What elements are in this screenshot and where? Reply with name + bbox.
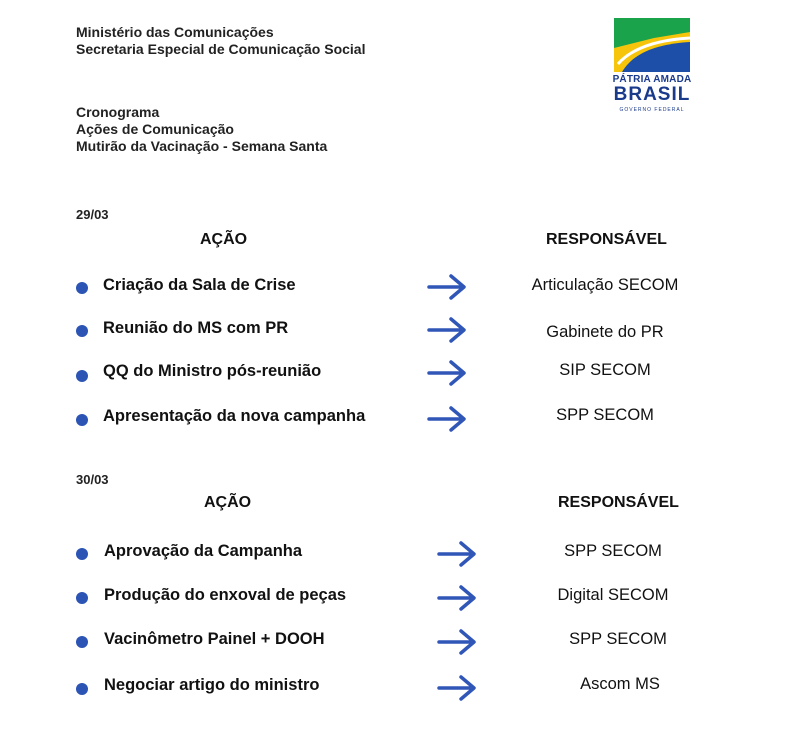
- responsible-text: Articulação SECOM: [531, 276, 679, 294]
- responsible-text: SIP SECOM: [559, 361, 651, 379]
- title-line-2: Ações de Comunicação: [76, 121, 234, 137]
- arrow-right-icon: [426, 273, 468, 301]
- bullet-icon: [76, 636, 88, 648]
- action-text: Aprovação da Campanha: [104, 542, 303, 560]
- column-header-action-1: AÇÃO: [200, 231, 248, 248]
- bullet-icon: [76, 370, 88, 382]
- arrow-right-icon: [426, 405, 468, 433]
- logo-text-patria-amada: PÁTRIA AMADA: [612, 74, 692, 85]
- arrow-right-icon: [426, 316, 468, 344]
- bullet-icon: [76, 592, 88, 604]
- action-text: Apresentação da nova campanha: [103, 407, 366, 425]
- column-header-responsible-2: RESPONSÁVEL: [558, 494, 679, 511]
- schedule-row: [0, 626, 800, 656]
- responsible-text: SPP SECOM: [556, 406, 654, 424]
- section-date-2: 30/03: [76, 472, 109, 487]
- action-text: Reunião do MS com PR: [103, 319, 289, 337]
- action-text: Negociar artigo do ministro: [104, 676, 320, 694]
- responsible-text: Digital SECOM: [557, 586, 669, 604]
- schedule-row: [0, 315, 800, 345]
- bullet-icon: [76, 414, 88, 426]
- title-line-1: Cronograma: [76, 104, 160, 120]
- responsible-text: SPP SECOM: [569, 630, 667, 648]
- document-title: [76, 104, 327, 155]
- arrow-right-icon: [436, 540, 478, 568]
- schedule-row: [0, 272, 800, 302]
- action-text: Vacinômetro Painel + DOOH: [104, 630, 325, 648]
- brazil-flag-logo-icon: [614, 18, 690, 72]
- section-date-1: 29/03: [76, 207, 109, 222]
- schedule-row: [0, 538, 800, 568]
- column-header-responsible-1: RESPONSÁVEL: [546, 231, 667, 248]
- responsible-text: SPP SECOM: [564, 542, 662, 560]
- arrow-right-icon: [436, 584, 478, 612]
- arrow-right-icon: [436, 628, 478, 656]
- bullet-icon: [76, 325, 88, 337]
- patria-amada-brasil-logo: [612, 18, 692, 114]
- action-text: Produção do enxoval de peças: [104, 586, 347, 604]
- schedule-row: [0, 672, 800, 702]
- bullet-icon: [76, 683, 88, 695]
- action-text: QQ do Ministro pós-reunião: [103, 362, 322, 380]
- action-text: Criação da Sala de Crise: [103, 276, 296, 294]
- arrow-right-icon: [436, 674, 478, 702]
- secretariat-name: Secretaria Especial de Comunicação Social: [76, 41, 366, 57]
- bullet-icon: [76, 548, 88, 560]
- schedule-row: [0, 403, 800, 433]
- logo-text-governo-federal: GOVERNO FEDERAL: [619, 107, 685, 113]
- arrow-right-icon: [426, 359, 468, 387]
- schedule-row: [0, 582, 800, 612]
- responsible-text: Ascom MS: [580, 675, 660, 693]
- column-header-action-2: AÇÃO: [204, 494, 252, 511]
- logo-text-brasil: BRASIL: [613, 84, 691, 105]
- bullet-icon: [76, 282, 88, 294]
- ministry-name: Ministério das Comunicações: [76, 24, 274, 40]
- responsible-text: Gabinete do PR: [546, 323, 664, 341]
- organization-header: [76, 24, 365, 58]
- title-line-3: Mutirão da Vacinação - Semana Santa: [76, 138, 328, 154]
- schedule-row: [0, 358, 800, 388]
